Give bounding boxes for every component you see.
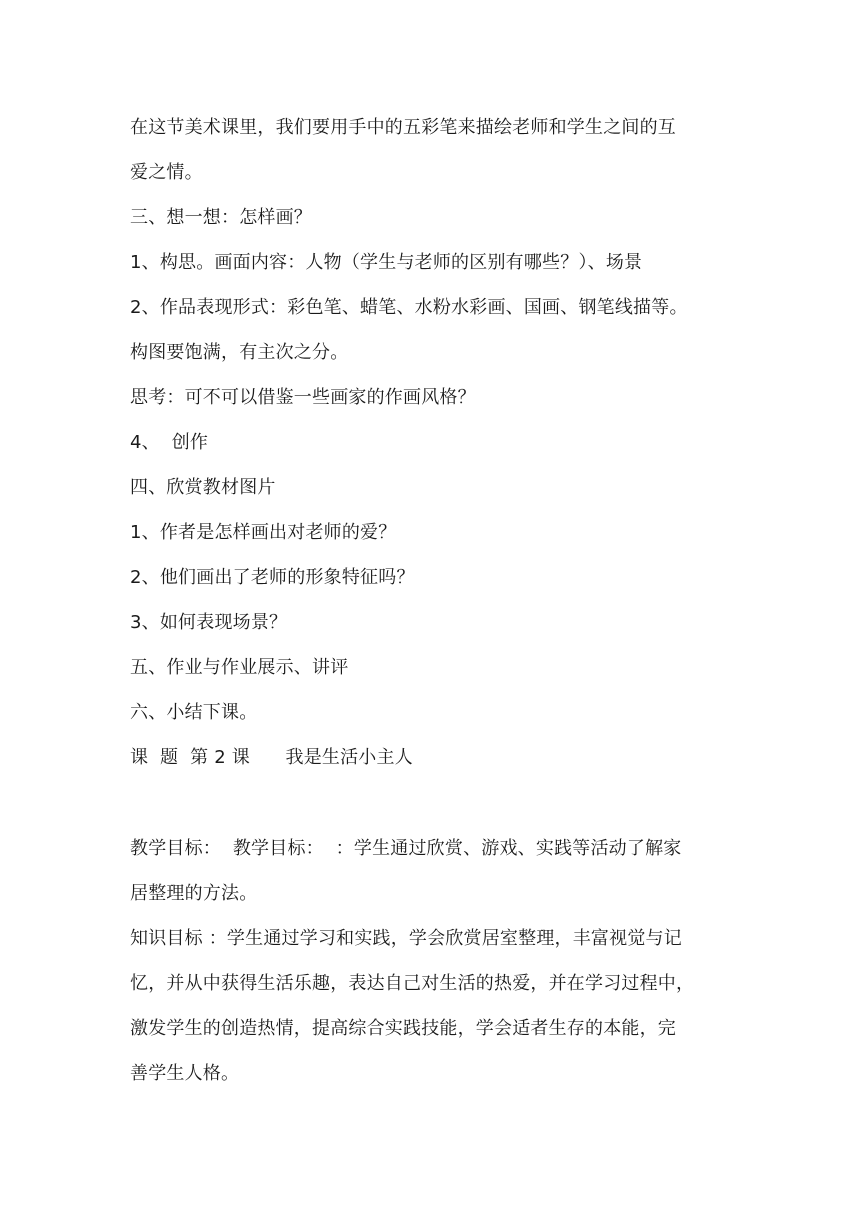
text-line: 3、如何表现场景？ xyxy=(130,612,288,633)
text-line: 2、作品表现形式：彩色笔、蜡笔、水粉水彩画、国画、钢笔线描等。 xyxy=(130,297,688,318)
text-line: 教学目标： 教学目标： ：学生通过欣赏、游戏、实践等活动了解家 xyxy=(130,838,682,859)
text-line: 在这节美术课里，我们要用手中的五彩笔来描绘老师和学生之间的互 xyxy=(130,117,676,138)
text-line: 4、 创作 xyxy=(130,432,209,453)
section-heading: 五、作业与作业展示、讲评 xyxy=(130,657,349,678)
text-line: 思考：可不可以借鉴一些画家的作画风格？ xyxy=(130,387,476,408)
text-line: 忆，并从中获得生活乐趣，表达自己对生活的热爱，并在学习过程中， xyxy=(130,973,695,994)
text-line: 1、构思。画面内容：人物（学生与老师的区别有哪些？）、场景 xyxy=(130,252,643,273)
text-line: 2、他们画出了老师的形象特征吗？ xyxy=(130,567,415,588)
text-line: 善学生人格。 xyxy=(130,1063,240,1084)
text-line: 1、作者是怎样画出对老师的爱？ xyxy=(130,522,397,543)
lesson-title: 课 题 第 2 课 我是生活小主人 xyxy=(130,747,413,768)
text-line: 激发学生的创造热情，提高综合实践技能，学会适者生存的本能，完 xyxy=(130,1018,676,1039)
text-line: 知识目标 ：学生通过学习和实践，学会欣赏居室整理，丰富视觉与记 xyxy=(130,928,682,949)
section-heading: 三、想一想：怎样画？ xyxy=(130,207,312,228)
text-line: 构图要饱满，有主次之分。 xyxy=(130,342,349,363)
text-line: 居整理的方法。 xyxy=(130,883,258,904)
text-line: 爱之情。 xyxy=(130,162,203,183)
section-heading: 四、欣赏教材图片 xyxy=(130,477,276,498)
section-heading: 六、小结下课。 xyxy=(130,702,258,723)
